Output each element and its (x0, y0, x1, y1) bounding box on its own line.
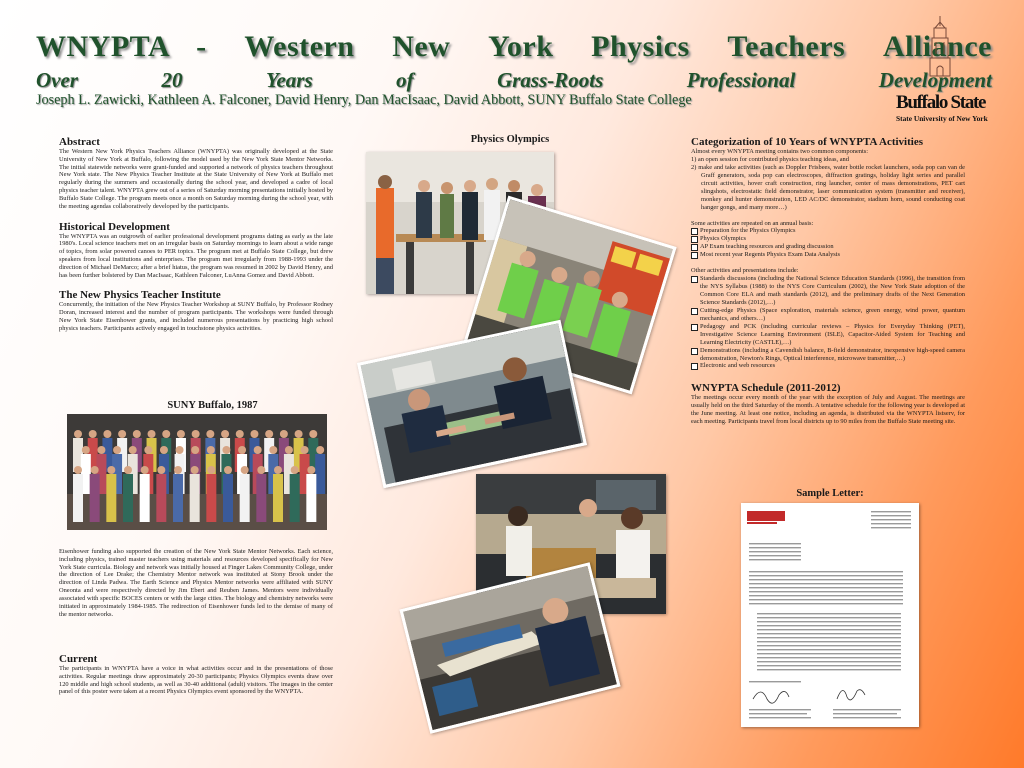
subtitle-word: Development (878, 68, 992, 92)
sample-letter-image (741, 503, 919, 727)
abstract-heading: Abstract (59, 136, 100, 148)
institute-heading: The New Physics Teacher Institute (59, 289, 221, 302)
subtitle-word: Years (265, 68, 313, 92)
checkbox-bullet-icon (691, 228, 698, 235)
abstract-text: The Western New York Physics Teachers Alliance (WNYPTA) was originally developed at the State University of New York at Buffalo, following the model used by the New York State Mentor Networks. The initial statewide networks were grant-funded and supported a network of physics teachers throughout New York state. The New Physics Teacher Institute at the State University of New York at Buffalo met regularly during the summers and occasionally during the school year, and developed a cadre of local physics teacher talent. WNYPTA grew out of a series of Saturday morning presentations initially hosted by Buffalo State College. The program meets once a month on Saturday morning during the school year, with the meeting agendas collaboratively developed by the participants. (59, 148, 333, 210)
suny-photo-caption: SUNY Buffalo, 1987 (167, 400, 258, 411)
institute-section (59, 289, 333, 332)
sample-letter-caption: Sample Letter: (796, 488, 864, 499)
logo-subtitle: State University of New York (896, 114, 988, 123)
schedule-heading: WNYPTA Schedule (2011-2012) (691, 382, 841, 395)
list-item-text: Electronic and web resources (700, 362, 776, 370)
other-intro: Other activities and presentations include: (691, 267, 799, 275)
list-item (691, 251, 965, 259)
subtitle-word: 20 (161, 68, 183, 92)
checkbox-bullet-icon (691, 324, 698, 331)
list-item-text: Most recent year Regents Physics Exam Data Analysis (700, 251, 841, 259)
buffalo-state-logo (894, 92, 986, 126)
checkbox-bullet-icon (691, 363, 698, 370)
olympics-photo-3 (357, 320, 587, 488)
current-section (59, 653, 333, 696)
list-item (691, 275, 965, 307)
physics-olympics-caption: Physics Olympics (470, 134, 550, 145)
numbered-item-1: 1) an open session for contributed physics teaching ideas, and (691, 155, 849, 163)
list-item (691, 243, 965, 251)
poster-subtitle (36, 68, 992, 93)
schedule-text: The meetings occur every month of the year with the exception of July and August. The meetings are usually held on the third Saturday of the month. A tentative schedule for the following year is developed at the June meeting. At least one notice, including an agenda, is distributed via the WNYPTA listserv, for each meeting. Participants travel from local districts up to 90 miles from the Buffalo State meeting site. (691, 394, 965, 425)
subtitle-word: Over (36, 68, 78, 92)
other-activities-list (691, 275, 965, 370)
poster-authors: Joseph L. Zawicki, Kathleen A. Falconer, David Henry, Dan MacIsaac, David Abbott, SUNY Buffalo State College (36, 92, 692, 108)
tower-logo-icon (920, 14, 960, 86)
categorization-heading: Categorization of 10 Years of WNYPTA Activities (691, 136, 923, 148)
title-word: - (196, 30, 207, 63)
list-item-text: Preparation for the Physics Olympics (700, 227, 796, 235)
list-item-text: AP Exam teaching resources and grading discussion (700, 243, 834, 251)
checkbox-bullet-icon (691, 252, 698, 259)
right-column (691, 136, 965, 426)
list-item-text: Physics Olympics (700, 235, 746, 243)
subtitle-word: Grass-Roots (497, 68, 604, 92)
list-item (691, 227, 965, 235)
categorization-intro: Almost every WNYPTA meeting contains two common components: (691, 148, 869, 155)
eisenhower-text: Eisenhower funding also supported the creation of the New York State Mentor Networks. Each science, including physics, trained master teachers using materials and resources developed specifically for New York State curricula. Biology and network was initially housed at Finger Lakes Community College, under the direction of Lee Drake; the Chemistry Mentor network was instituted at Stony Brook under the direction of Linda Padwa. The Earth Science and Physics Mentor networks were affiliated with SUNY Oneonta and were respectively directed by Jim Ebert and Reuben James. Mentors were individually associated with specific BOCES centers or with the large cities. The biology and chemistry networks were initiated in approximately 1984-1985. The redirection of Eisenhower funds led to the demise of many of the mentor networks. (59, 548, 333, 618)
institute-text: Concurrently, the initiation of the New Physics Teacher Workshop at SUNY Buffalo, by Professor Rodney Doran, increased interest and the number of program participants. The workshops were funded through New York State Eisenhower grants, and included numerous presentations by practicing high school physics teachers. Participants actively engaged in touchstone physics activities. (59, 301, 333, 332)
history-heading: Historical Development (59, 220, 170, 233)
left-column (59, 136, 333, 343)
list-item (691, 235, 965, 243)
olympics-photo-5 (399, 562, 620, 734)
list-item (691, 362, 965, 370)
list-item (691, 347, 965, 363)
title-full-name (196, 30, 992, 64)
list-item (691, 307, 965, 323)
list-item-text: Pedagogy and PCK (including curricular reviews – Physics for Everyday Thinking (PET), Investigative Science Learning Environment (ISLE), Capacitor-Aided System for Teaching and Learning Electricity (CASTLE),…) (700, 322, 965, 346)
checkbox-bullet-icon (691, 348, 698, 355)
checkbox-bullet-icon (691, 236, 698, 243)
current-heading: Current (59, 653, 98, 665)
title-word: Teachers (727, 30, 846, 63)
eisenhower-section (59, 548, 333, 618)
title-word: New (392, 30, 451, 63)
subtitle-word: Professional (686, 68, 796, 92)
abstract-section (59, 136, 333, 211)
list-item-text: Cutting-edge Physics (Space exploration, materials science, green energy, wind power, quantum mechanics, and others…) (700, 306, 965, 322)
annual-activities-list (691, 227, 965, 259)
poster-title (36, 30, 992, 64)
subtitle-word: of (396, 68, 414, 92)
title-acronym: WNYPTA (36, 30, 171, 63)
history-section (59, 221, 333, 280)
numbered-item-2: 2) make and take activities (such as Doppler Frisbees, water bottle rocket launchers, soda pop can van de Graff generators, soda pop can electroscopes, diffraction gratings, holiday light series and parallel circuit activities, hover craft construction, ring launcher, center of mass demonstrations, PET cart slingshots, electrostatic field demonstrator, laser communication system (transmitter and receiver), monkey and hunter demonstration, LED AC/DC demonstrator, stadium horn, sound conducting coat hanger gongs, and many more…) (691, 163, 965, 211)
suny-1987-group-photo (67, 414, 327, 530)
current-text: The participants in WNYPTA have a voice in what activities occur and in the presentations of those activities. Regular meetings draw approximately 20-30 participants; Physics Olympics events draw over 120 middle and high school students, as well as 30-40 additional (adult) visitors. The images in the center panel of this poster were taken at a recent Physics Olympics event sponsored by the WNYPTA. (59, 665, 333, 696)
title-word: Alliance (882, 30, 992, 63)
annual-intro: Some activities are repeated on an annual basis: (691, 219, 814, 227)
title-word: Physics (591, 30, 690, 63)
list-item-text: Standards discussions (including the National Science Education Standards (1996), the transition from the NYS Syllabus (1988) to the NYS Core Curriculum (2002), the New York State adoption of the Common Core ELA and math standards (2012), and the preliminary drafts of the Next Generation Science Standards (2012),…) (700, 275, 965, 306)
checkbox-bullet-icon (691, 276, 698, 283)
checkbox-bullet-icon (691, 308, 698, 315)
history-text: The WNYPTA was an outgrowth of earlier professional development programs dating as early as the late 1980's. Local science teachers met on an irregular basis on Saturday mornings to learn about a wide range of topics, from solar powered canoes to PER topics. The program met at Buffalo State College, but drew speakers from local institutions and enterprises. The program met irregularly from 1988-1993 under the direction of Michael DeMarco; after a brief hiatus, the program was resumed in 2002 by David Henry, and has been further bolstered by Dan MacIsaac, Kathleen Falconer, LuAnna Gomez and David Abbott. (59, 232, 333, 279)
title-word: Western (244, 30, 355, 63)
title-word: York (488, 30, 554, 63)
list-item-text: Demonstrations (including a Cavendish balance, B-field demonstrator, inexpensive high-speed camera demonstration, Newton's Rings, Optical interference, microwave transmitter,…) (700, 346, 965, 362)
list-item (691, 323, 965, 347)
checkbox-bullet-icon (691, 244, 698, 251)
logo-name: Buffalo State (896, 92, 986, 113)
